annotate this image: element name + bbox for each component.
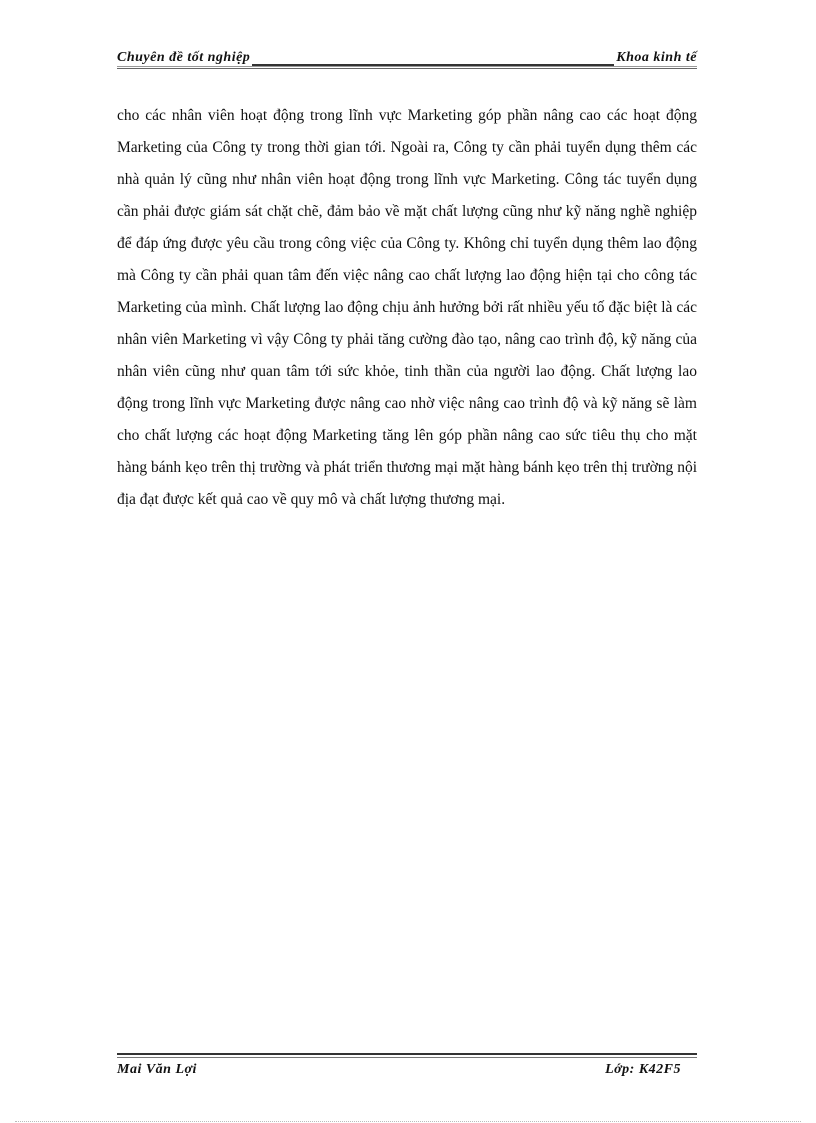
- page-bottom-edge: [15, 1121, 801, 1122]
- footer-author: Mai Văn Lợi: [117, 1062, 197, 1077]
- header-title-left: Chuyên đề tốt nghiệp: [117, 50, 251, 65]
- body-text: [117, 100, 697, 516]
- header-rule-secondary: [117, 68, 697, 69]
- footer-rule: [117, 1053, 697, 1055]
- header-title-right: Khoa kinh tế: [616, 50, 697, 65]
- footer-rule-secondary: [117, 1057, 697, 1058]
- page-footer: [117, 1053, 697, 1077]
- footer-class: Lớp: K42F5: [605, 1062, 681, 1077]
- page-header: [117, 50, 697, 70]
- body-paragraph: cho các nhân viên hoạt động trong lĩnh vực Marketing góp phần nâng cao các hoạt động Marketing của Công ty trong thời gian tới. Ngoài ra, Công ty cần phải tuyển dụng thêm các nhà quản lý cũng như nhân viên hoạt động trong lĩnh vực Marketing. Công tác tuyển dụng cần phải được giám sát chặt chẽ, đảm bảo về mặt chất lượng cũng như kỹ năng nghề nghiệp để đáp ứng được yêu cầu trong công việc của Công ty. Không chỉ tuyển dụng thêm lao động mà Công ty cần phải quan tâm đến việc nâng cao chất lượng lao động hiện tại cho công tác Marketing của mình. Chất lượng lao động chịu ảnh hưởng bởi rất nhiều yếu tố đặc biệt là các nhân viên Marketing vì vậy Công ty phải tăng cường đào tạo, nâng cao trình độ, kỹ năng của nhân viên cũng như quan tâm tới sức khỏe, tinh thần của người lao động. Chất lượng lao động trong lĩnh vực Marketing được nâng cao nhờ việc nâng cao trình độ và kỹ năng sẽ làm cho chất lượng các hoạt động Marketing tăng lên góp phần nâng cao sức tiêu thụ cho mặt hàng bánh kẹo trên thị trường và phát triển thương mại mặt hàng bánh kẹo trên thị trường nội địa đạt được kết quả cao về quy mô và chất lượng thương mại.: [117, 107, 697, 508]
